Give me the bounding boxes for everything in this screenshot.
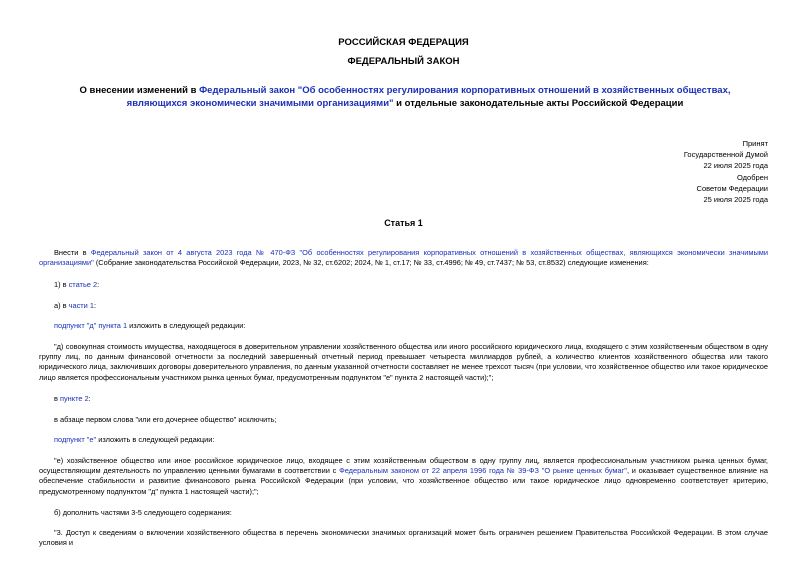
council-date: 25 июля 2025 года <box>703 195 768 205</box>
sub-e-post: изложить в следующей редакции: <box>96 435 215 444</box>
council-label: Советом Федерации <box>696 183 768 193</box>
item-1-pre: 1) в <box>54 280 69 289</box>
sub-d-link[interactable]: подпункт "д" пункта 1 <box>54 321 128 330</box>
title-suffix: и отдельные законодательные акты Российской Федерации <box>393 98 684 109</box>
acceptance-block <box>684 138 768 205</box>
title-law-link[interactable]: Федеральный закон "Об особенностях регулирования корпоративных отношений в хозяйственных обществах, являющихся экономически значимыми организациями" <box>126 85 731 109</box>
sub-d-instruction <box>54 321 245 331</box>
duma-label: Государственной Думой <box>683 150 768 160</box>
article-heading: Статья 1 <box>384 218 423 228</box>
securities-law-link[interactable]: Федеральным законом от 22 апреля 1996 года № 39-ФЗ "О рынке ценных бумаг" <box>339 466 627 476</box>
title-prefix: О внесении изменений в <box>79 85 200 96</box>
item-a <box>54 301 96 311</box>
intro-pre: Внести в <box>54 248 91 257</box>
item-1-post: : <box>97 280 100 289</box>
first-paragraph-change: в абзаце первом слова "или его дочернее общество" исключить; <box>54 415 277 424</box>
article-2-link[interactable]: статье 2 <box>68 280 98 289</box>
item-a-post: : <box>93 301 97 310</box>
quote-e-paragraph <box>39 456 768 497</box>
intro-paragraph <box>39 248 768 268</box>
accepted-label: Принят <box>742 139 768 148</box>
law-type-heading: ФЕДЕРАЛЬНЫЙ ЗАКОН <box>347 56 460 67</box>
item-a-pre: а) в <box>54 301 69 310</box>
quote-d-paragraph: "д) совокупная стоимость имущества, находящегося в доверительном управлении хозяйственного общества или иного российского юридического лица, входящего с этим хозяйственным обществом в одну группу лиц, по данным финансовой отчетности за последний завершенный отчетный период превышает четыреста миллиардов рублей, а количество клиентов хозяйственного общества или такого юридического лица, заключивших договоры доверительного управления, по данным указанной отчетности составляет не менее трехсот тысяч (при условии, что хозяйственное общество или такое юридическое лицо является профессиональным участником рынка ценных бумаг, предусмотренным подпунктом "е" пункта 2 настоящей части);"; <box>39 342 768 382</box>
item-p2-pre: в <box>54 394 60 403</box>
federation-heading: РОССИЙСКАЯ ФЕДЕРАЦИЯ <box>338 37 469 48</box>
item-p2-post: : <box>88 394 91 403</box>
point-2-link[interactable]: пункте 2 <box>59 394 89 403</box>
quote-3-paragraph: "3. Доступ к сведениям о включении хозяйственного общества в перечень экономически значимых организаций может быть ограничен решением Правительства Российской Федерации. В этом случае условия и <box>39 528 768 548</box>
approved-label: Одобрен <box>737 172 768 182</box>
law-title <box>60 84 750 110</box>
intro-post: (Собрание законодательства Российской Федерации, 2023, № 32, ст.6202; 2024, № 1, ст.17; № 33, ст.4996; № 49, ст.7437; № 53, ст.8532) следующие изменения: <box>93 258 649 268</box>
item-p2 <box>54 394 91 404</box>
quote-e-post: , и оказывает существенное влияние на обеспечение стабильности и развитие финансового рынка Российской Федерации (при условии, что хозяйственное общество или такое юридическое лицо одновременно соответствует критерию, предусмотренному подпунктом "д" пункта 1 настоящей части);"; <box>39 466 769 496</box>
sub-e-link[interactable]: подпункт "е" <box>54 435 97 444</box>
intro-law-link[interactable]: Федеральный закон от 4 августа 2023 года № 470-ФЗ "Об особенностях регулирования корпоративных отношений в хозяйственных обществах, являющихся экономически значимыми организациями" <box>39 248 768 268</box>
item-b: б) дополнить частями 3-5 следующего содержания: <box>54 508 232 517</box>
sub-d-post: изложить в следующей редакции: <box>127 321 246 330</box>
duma-date: 22 июля 2025 года <box>703 161 768 171</box>
item-1 <box>54 280 99 290</box>
quote-e-pre: "е) хозяйственное общество или иное российское юридическое лицо, входящее с этим хозяйственным обществом в одну группу лиц, является профессиональным участником рынка ценных бумаг, осуществляющим деятельность по управлению ценными бумагами в соответствии с <box>39 456 768 476</box>
part-1-link[interactable]: части 1 <box>68 301 94 310</box>
sub-e-instruction <box>54 435 214 445</box>
